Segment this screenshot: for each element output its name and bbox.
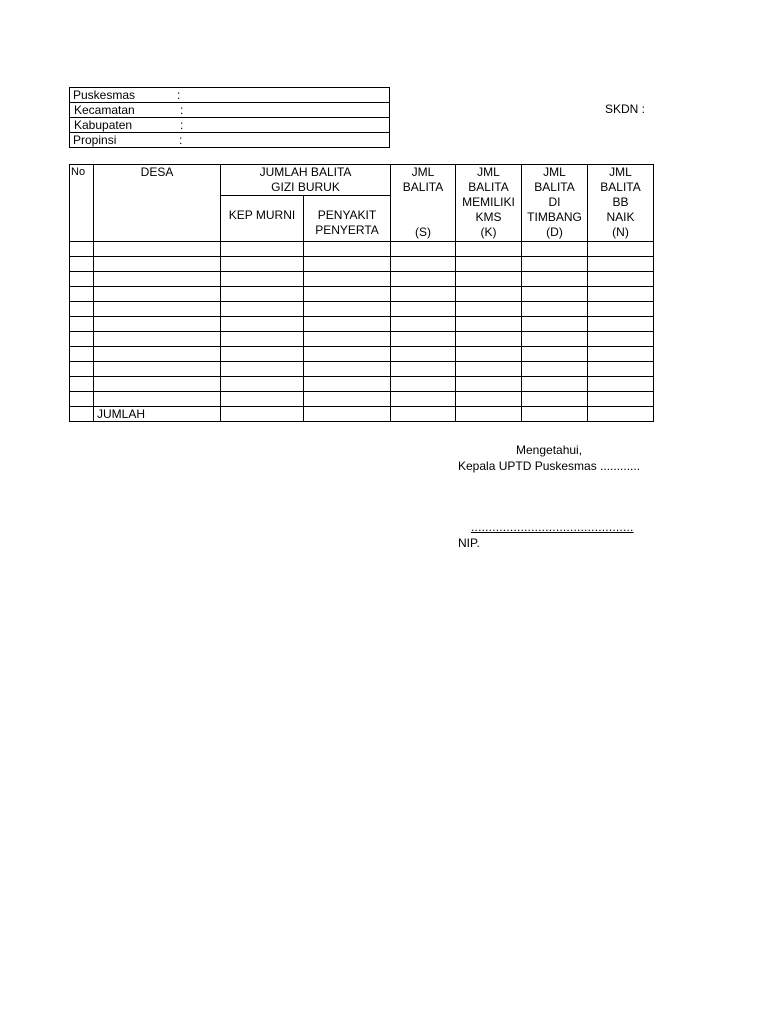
cell[interactable] (70, 377, 94, 392)
cell[interactable] (522, 257, 588, 272)
gizi-buruk-line2: GIZI BURUK (271, 180, 340, 194)
cell[interactable] (70, 362, 94, 377)
cell[interactable] (391, 302, 456, 317)
cell[interactable] (391, 332, 456, 347)
cell[interactable] (456, 257, 522, 272)
cell[interactable] (588, 362, 654, 377)
header-jml-s (391, 165, 456, 242)
cell[interactable] (588, 407, 654, 422)
cell[interactable] (304, 332, 391, 347)
puskesmas-field (70, 88, 390, 103)
puskesmas-label: Puskesmas (73, 88, 136, 102)
cell[interactable] (221, 242, 304, 257)
table-row (70, 317, 654, 332)
cell[interactable] (391, 272, 456, 287)
jumlah-label: JUMLAH (94, 407, 221, 422)
n-line2: BALITA (600, 180, 641, 194)
cell[interactable] (522, 407, 588, 422)
n-line5: (N) (612, 225, 629, 239)
k-line3: MEMILIKI (462, 195, 515, 209)
cell[interactable] (304, 257, 391, 272)
d-line1: JML (543, 165, 566, 179)
table-row (70, 302, 654, 317)
s-line4 (391, 210, 455, 225)
signature-line: .............................................. (471, 520, 634, 534)
cell[interactable] (391, 407, 456, 422)
cell[interactable] (391, 392, 456, 407)
k-line2: BALITA (468, 180, 509, 194)
n-line4: NAIK (606, 210, 635, 224)
cell[interactable] (221, 392, 304, 407)
cell[interactable] (221, 317, 304, 332)
cell[interactable] (391, 287, 456, 302)
cell[interactable] (522, 302, 588, 317)
cell[interactable] (94, 392, 221, 407)
cell[interactable] (94, 242, 221, 257)
k-line1: JML (477, 165, 500, 179)
skdn-label: SKDN : (605, 102, 646, 116)
cell[interactable] (221, 287, 304, 302)
cell[interactable] (94, 332, 221, 347)
cell[interactable] (391, 362, 456, 377)
cell[interactable] (304, 302, 391, 317)
header-jml-d (522, 165, 588, 242)
cell[interactable] (588, 272, 654, 287)
cell[interactable] (70, 317, 94, 332)
cell[interactable] (70, 347, 94, 362)
cell[interactable] (94, 362, 221, 377)
header-penyakit-penyerta (304, 196, 391, 242)
d-line5: (D) (546, 225, 563, 239)
cell[interactable] (456, 287, 522, 302)
cell[interactable] (304, 287, 391, 302)
propinsi-label: Propinsi (73, 133, 117, 147)
kecamatan-label: Kecamatan (74, 103, 135, 117)
s-line1: JML (411, 165, 435, 179)
skdn-table (69, 164, 654, 422)
cell[interactable] (588, 347, 654, 362)
header-kep-murni: KEP MURNI (221, 196, 304, 242)
cell[interactable] (588, 377, 654, 392)
mengetahui-text: Mengetahui, (516, 443, 583, 457)
cell[interactable] (456, 317, 522, 332)
cell[interactable] (391, 317, 456, 332)
cell[interactable] (70, 287, 94, 302)
cell[interactable] (456, 407, 522, 422)
cell[interactable] (221, 407, 304, 422)
cell[interactable] (304, 317, 391, 332)
cell[interactable] (522, 287, 588, 302)
table-row (70, 287, 654, 302)
kabupaten-label: Kabupaten (74, 118, 133, 132)
nip-label: NIP. (458, 536, 480, 550)
cell[interactable] (522, 362, 588, 377)
cell[interactable] (94, 272, 221, 287)
cell[interactable] (522, 377, 588, 392)
cell[interactable] (221, 347, 304, 362)
s-line3 (391, 195, 455, 210)
cell[interactable] (522, 272, 588, 287)
cell[interactable] (221, 377, 304, 392)
cell[interactable] (588, 257, 654, 272)
cell[interactable] (94, 257, 221, 272)
cell[interactable] (456, 242, 522, 257)
cell[interactable] (522, 347, 588, 362)
cell[interactable] (588, 242, 654, 257)
header-jml-n (588, 165, 654, 242)
k-line4: KMS (475, 210, 502, 224)
s-line2: BALITA (402, 180, 444, 194)
header-desa: DESA (94, 165, 221, 242)
cell[interactable] (522, 317, 588, 332)
colon: : (177, 88, 181, 102)
table-row (70, 392, 654, 407)
cell[interactable] (70, 392, 94, 407)
cell[interactable] (588, 287, 654, 302)
cell[interactable] (391, 242, 456, 257)
kepala-uptd-text: Kepala UPTD Puskesmas ............ (458, 459, 641, 473)
k-line5: (K) (480, 225, 497, 239)
header-row-1 (70, 165, 654, 196)
cell[interactable] (221, 362, 304, 377)
cell[interactable] (221, 257, 304, 272)
cell[interactable] (304, 392, 391, 407)
cell[interactable] (70, 257, 94, 272)
cell[interactable] (304, 407, 391, 422)
cell[interactable] (94, 287, 221, 302)
cell[interactable] (94, 302, 221, 317)
cell[interactable] (304, 362, 391, 377)
cell[interactable] (94, 377, 221, 392)
cell[interactable] (70, 242, 94, 257)
cell[interactable] (456, 377, 522, 392)
cell[interactable] (304, 272, 391, 287)
cell[interactable] (70, 272, 94, 287)
cell[interactable] (391, 347, 456, 362)
cell[interactable] (221, 332, 304, 347)
table-row (70, 377, 654, 392)
header-gizi-buruk (221, 165, 391, 196)
cell[interactable] (456, 332, 522, 347)
cell[interactable] (304, 242, 391, 257)
propinsi-field (70, 133, 390, 148)
cell[interactable] (588, 392, 654, 407)
n-line3: BB (612, 195, 629, 209)
kabupaten-field (70, 118, 390, 133)
d-line2: BALITA (534, 180, 575, 194)
table-row (70, 272, 654, 287)
n-line1: JML (609, 165, 632, 179)
cell[interactable] (391, 377, 456, 392)
cell[interactable] (221, 272, 304, 287)
cell[interactable] (522, 332, 588, 347)
cell[interactable] (522, 242, 588, 257)
cell[interactable] (456, 302, 522, 317)
colon: : (180, 118, 184, 132)
gizi-buruk-line1: JUMLAH BALITA (259, 165, 352, 179)
table-row (70, 242, 654, 257)
cell[interactable] (391, 257, 456, 272)
table-row (70, 257, 654, 272)
cell[interactable] (304, 347, 391, 362)
cell[interactable] (70, 302, 94, 317)
s-line5: (S) (415, 225, 431, 239)
header-jml-k (456, 165, 522, 242)
cell[interactable] (588, 302, 654, 317)
penyakit-line2: PENYERTA (315, 223, 379, 238)
jumlah-row (70, 407, 654, 422)
colon: : (180, 103, 184, 117)
d-line4: TIMBANG (527, 210, 582, 224)
cell[interactable] (221, 302, 304, 317)
kecamatan-field (70, 103, 390, 118)
cell[interactable] (456, 392, 522, 407)
jumlah-no-cell (70, 407, 94, 422)
table-row (70, 332, 654, 347)
identity-box (69, 87, 390, 148)
cell[interactable] (456, 347, 522, 362)
cell[interactable] (456, 272, 522, 287)
cell[interactable] (304, 377, 391, 392)
colon: : (179, 133, 183, 147)
cell[interactable] (522, 392, 588, 407)
cell[interactable] (588, 317, 654, 332)
cell[interactable] (588, 332, 654, 347)
d-line3: DI (548, 195, 561, 209)
penyakit-line1: PENYAKIT (317, 208, 377, 223)
cell[interactable] (94, 317, 221, 332)
table-row (70, 347, 654, 362)
cell[interactable] (456, 362, 522, 377)
cell[interactable] (94, 347, 221, 362)
cell[interactable] (70, 332, 94, 347)
header-no: No (70, 165, 94, 242)
table-row (70, 362, 654, 377)
